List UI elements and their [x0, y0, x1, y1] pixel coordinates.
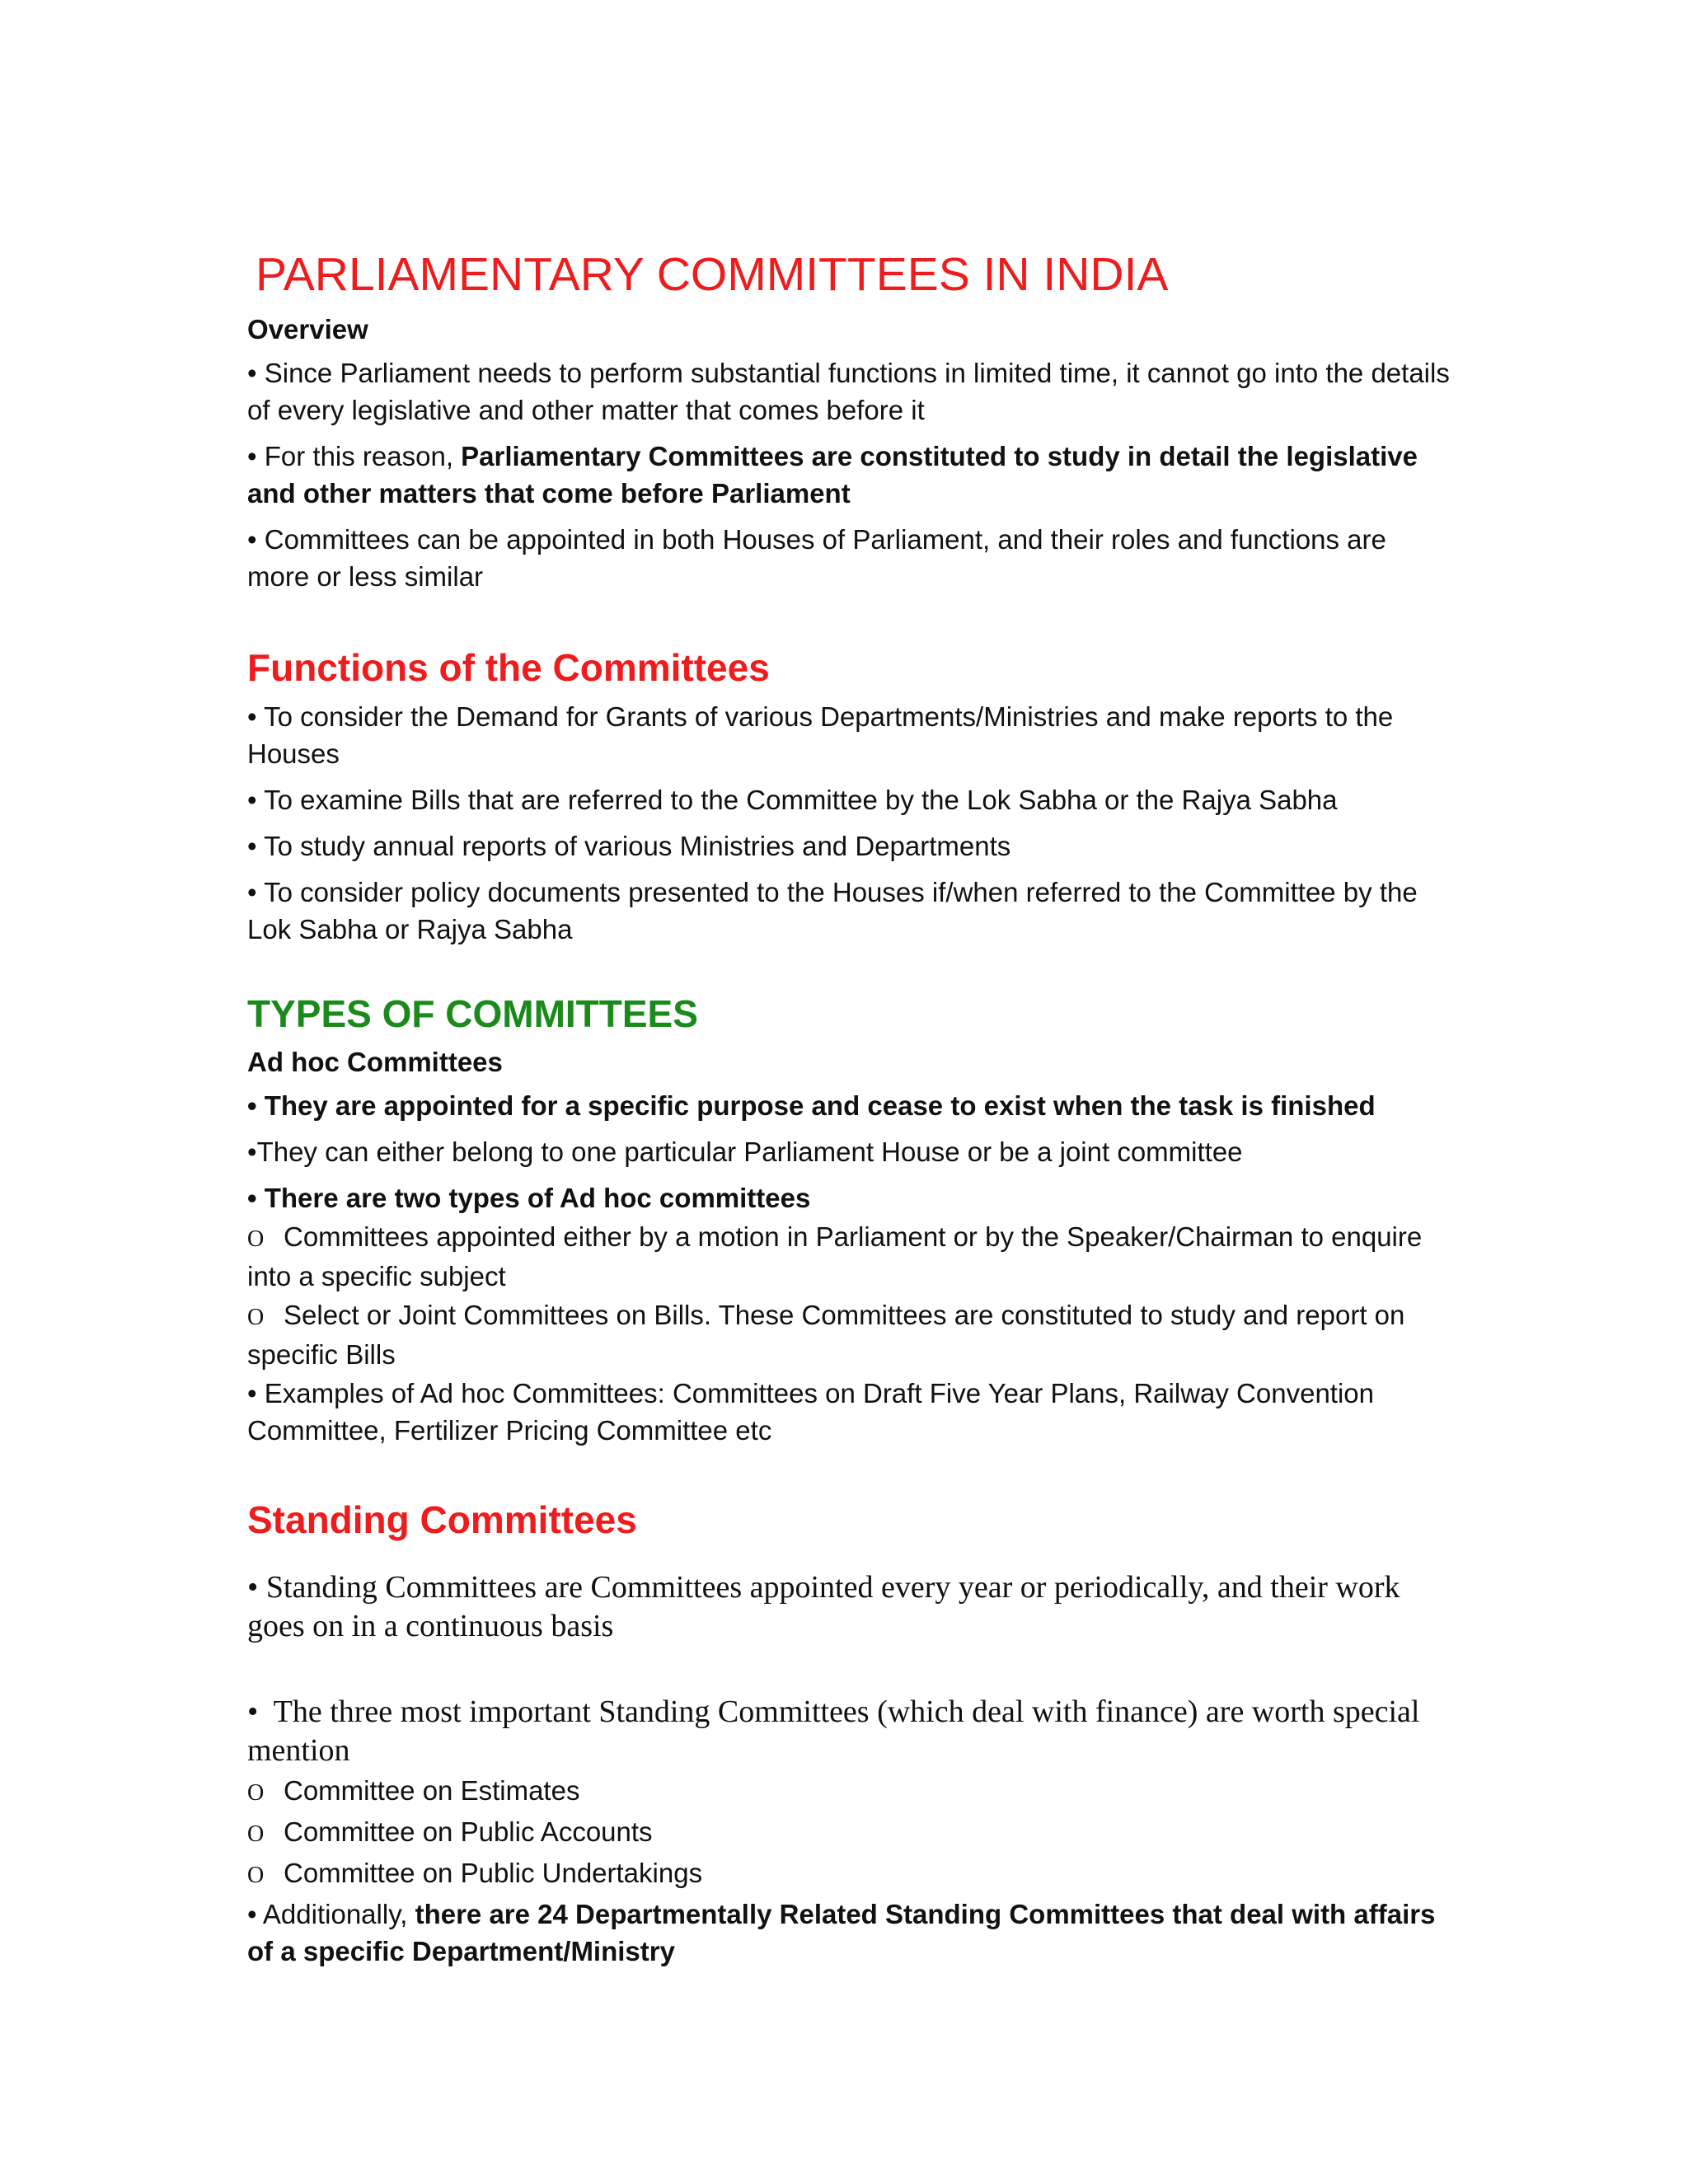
page-title: PARLIAMENTARY COMMITTEES IN INDIA [256, 248, 1169, 301]
adhoc-sub-item-1: O Committees appointed either by a motion in Parliament or by the Speaker/Chairman to enquire into a specific subject [247, 1221, 1423, 1291]
circle-bullet-icon: O [247, 1863, 265, 1888]
bullet-glyph: • [247, 877, 257, 907]
bullet-glyph: • [247, 1378, 257, 1408]
standing-bullet-3: • Additionally, there are 24 Departmentally Related Standing Committees that deal with affairs of a specific Department/Ministry [247, 1899, 1436, 1966]
bullet-glyph: • [247, 701, 257, 732]
bullet-glyph: • [247, 1137, 257, 1167]
adhoc-heading: Ad hoc Committees [247, 1047, 503, 1077]
bullet-glyph: • [247, 1899, 257, 1929]
bullet-glyph: • [247, 1570, 259, 1605]
functions-item: • To consider the Demand for Grants of various Departments/Ministries and make reports to the Houses [247, 701, 1394, 769]
functions-heading: Functions of the Committees [247, 646, 770, 689]
bullet-glyph: • [247, 441, 257, 471]
circle-bullet-icon: O [247, 1821, 265, 1847]
functions-item: • To examine Bills that are referred to the Committee by the Lok Sabha or the Rajya Sabha [247, 785, 1338, 815]
standing-bullet-2: • The three most important Standing Committees (which deal with finance) are worth special mention [247, 1694, 1420, 1768]
overview-bullet-2: • For this reason, Parliamentary Committees are constituted to study in detail the legislative and other matters that come before Parliament [247, 441, 1418, 509]
standing-heading: Standing Committees [247, 1498, 637, 1541]
adhoc-bullet-1: • They are appointed for a specific purpose and cease to exist when the task is finished [247, 1090, 1376, 1121]
bullet-glyph: • [247, 1183, 257, 1213]
types-heading: TYPES OF COMMITTEES [247, 992, 698, 1035]
bullet-glyph: • [247, 831, 257, 861]
overview-heading: Overview [247, 314, 368, 344]
bullet-glyph: • [247, 524, 257, 555]
functions-item: • To consider policy documents presented to the Houses if/when referred to the Committee by the Lok Sabha or Rajya Sabha [247, 877, 1418, 944]
functions-item: • To study annual reports of various Ministries and Departments [247, 831, 1011, 861]
bullet-glyph: • [247, 358, 257, 388]
standing-sub-item: O Committee on Public Undertakings [247, 1854, 1451, 1894]
circle-bullet-icon: O [247, 1780, 265, 1806]
overview-bullet-3: • Committees can be appointed in both Houses of Parliament, and their roles and functions are more or less similar [247, 524, 1386, 592]
standing-bullet-1: • Standing Committees are Committees appointed every year or periodically, and their work goes on in a continuous basis [247, 1570, 1400, 1643]
bullet-glyph: • [247, 785, 257, 815]
adhoc-sub-item-2: O Select or Joint Committees on Bills. These Committees are constituted to study and report on specific Bills [247, 1300, 1405, 1370]
circle-bullet-icon: O [247, 1305, 265, 1330]
adhoc-bullet-2: •They can either belong to one particular Parliament House or be a joint committee [247, 1137, 1243, 1167]
bullet-glyph: • [247, 1694, 259, 1729]
bullet-glyph: • [247, 1090, 257, 1121]
circle-bullet-icon: O [247, 1226, 265, 1252]
standing-sub-item: O Committee on Estimates [247, 1772, 1451, 1811]
overview-bullet-1: • Since Parliament needs to perform substantial functions in limited time, it cannot go into the details of every legislative and other matter that comes before it [247, 358, 1450, 425]
standing-sub-item: O Committee on Public Accounts [247, 1813, 1451, 1853]
adhoc-bullet-4: • Examples of Ad hoc Committees: Committees on Draft Five Year Plans, Railway Convention Committee, Fertilizer Pricing Committee etc [247, 1378, 1374, 1446]
document-content [247, 241, 1451, 1979]
adhoc-bullet-3: • There are two types of Ad hoc committees [247, 1183, 811, 1213]
